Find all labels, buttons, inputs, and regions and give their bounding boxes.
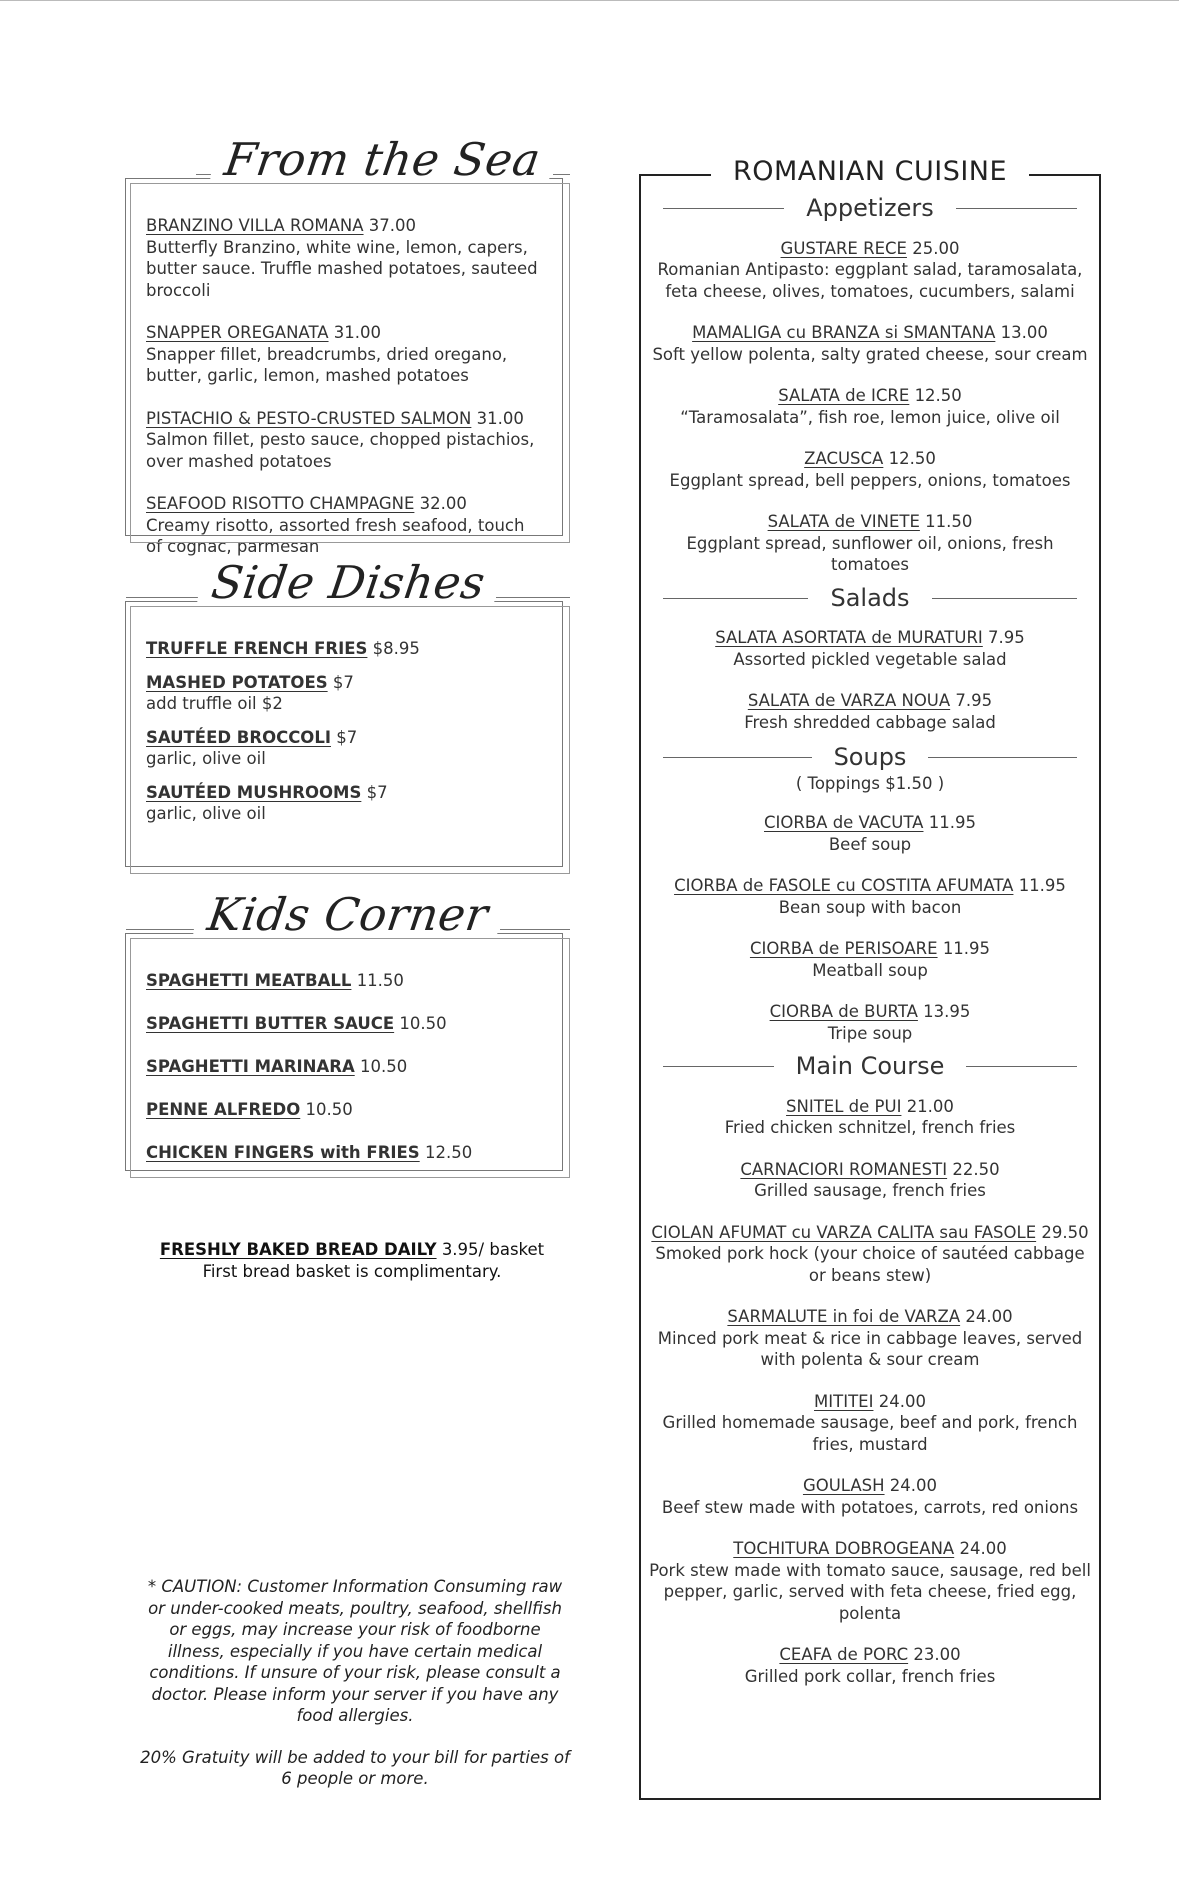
item-description: Salmon fillet, pesto sauce, chopped pistachios, over mashed potatoes xyxy=(146,430,535,471)
item-name: MASHED POTATOES xyxy=(146,672,328,692)
item-price: 12.50 xyxy=(424,1143,473,1162)
item-title-line xyxy=(649,1001,1091,1023)
soups-section-subtitle: ( Toppings $1.50 ) xyxy=(795,773,945,793)
section-rule xyxy=(663,598,808,599)
item-title-line xyxy=(649,238,1091,260)
item-name: TRUFFLE FRENCH FRIES xyxy=(146,639,368,658)
item-price: $7 xyxy=(336,727,358,747)
item-price: 12.50 xyxy=(888,449,936,468)
item-description: Soft yellow polenta, salty grated cheese, sour cream xyxy=(652,344,1088,364)
bread-name: FRESHLY BAKED BREAD DAILY xyxy=(159,1240,437,1259)
item-price: 11.95 xyxy=(942,939,991,958)
item-title-line xyxy=(649,1159,1091,1181)
menu-item xyxy=(649,511,1091,576)
menu-item xyxy=(649,448,1091,491)
item-name: SNAPPER OREGANATA xyxy=(146,323,329,342)
item-description: Minced pork meat & rice in cabbage leaves, served with polenta & sour cream xyxy=(657,1328,1083,1369)
item-name: SAUTÉED MUSHROOMS xyxy=(146,782,362,802)
kids-corner-box xyxy=(125,887,563,1171)
item-price: $7 xyxy=(366,782,388,802)
header-rule xyxy=(126,929,196,930)
from-the-sea-header xyxy=(126,132,570,186)
item-description: “Taramosalata”, fish roe, lemon juice, olive oil xyxy=(680,407,1060,427)
item-price: 32.00 xyxy=(419,494,467,513)
item-description: Beef stew made with potatoes, carrots, red onions xyxy=(661,1497,1079,1517)
item-name: CIORBA de FASOLE cu COSTITA AFUMATA xyxy=(674,876,1014,895)
item-price: 31.00 xyxy=(333,323,382,342)
item-price: 7.95 xyxy=(955,691,993,710)
item-name: PISTACHIO & PESTO-CRUSTED SALMON xyxy=(146,408,472,428)
kids-corner-title: Kids Corner xyxy=(192,888,503,941)
menu-item xyxy=(649,322,1091,365)
item-price: 11.95 xyxy=(1018,876,1066,895)
menu-item xyxy=(649,938,1091,981)
item-description: Fresh shredded cabbage salad xyxy=(744,712,996,732)
item-price: 13.00 xyxy=(1000,323,1048,342)
menu-item xyxy=(146,672,542,715)
menu-item xyxy=(649,1391,1091,1456)
menu-item xyxy=(146,408,542,473)
item-name: BRANZINO VILLA ROMANA xyxy=(146,216,364,235)
main-course-section-title: Main Course xyxy=(795,1052,945,1080)
item-title-line xyxy=(649,1096,1091,1118)
item-description: Eggplant spread, sunflower oil, onions, fresh tomatoes xyxy=(686,533,1054,574)
section-rule xyxy=(663,208,784,209)
item-title-line xyxy=(649,627,1091,649)
menu-item xyxy=(649,627,1091,670)
item-name: SALATA de VINETE xyxy=(767,512,920,531)
menu-item xyxy=(649,875,1091,918)
item-description: garlic, olive oil xyxy=(146,749,266,768)
item-description: Fried chicken schnitzel, french fries xyxy=(724,1118,1016,1137)
side-dishes-box xyxy=(125,555,563,867)
item-price: 11.50 xyxy=(925,512,973,531)
romanian-cuisine-box xyxy=(639,156,1101,1800)
romanian-cuisine-title: ROMANIAN CUISINE xyxy=(711,156,1029,187)
item-name: SARMALUTE in foi de VARZA xyxy=(727,1307,961,1326)
item-price: 24.00 xyxy=(959,1539,1007,1558)
item-name: MAMALIGA cu BRANZA si SMANTANA xyxy=(692,323,996,342)
header-rule xyxy=(500,929,570,930)
item-name: PENNE ALFREDO xyxy=(146,1100,301,1119)
item-description: garlic, olive oil xyxy=(146,804,266,823)
menu-item xyxy=(649,1538,1091,1624)
item-price: 37.00 xyxy=(368,216,417,235)
item-name: CEAFA de PORC xyxy=(779,1645,909,1664)
salads-section-header xyxy=(663,583,1077,612)
bread-note xyxy=(125,1239,579,1283)
bread-complimentary: First bread basket is complimentary. xyxy=(202,1262,502,1281)
caution-notice xyxy=(140,1576,570,1810)
item-description: Grilled sausage, french fries xyxy=(754,1181,986,1200)
menu-item xyxy=(649,385,1091,428)
item-description: Creamy risotto, assorted fresh seafood, touch of cognac, parmesan xyxy=(146,515,525,556)
section-rule xyxy=(932,598,1077,599)
menu-item xyxy=(146,1099,542,1121)
header-rule xyxy=(496,597,570,598)
item-title-line xyxy=(649,1391,1091,1413)
menu-item xyxy=(649,690,1091,733)
menu-item xyxy=(649,1475,1091,1518)
section-rule xyxy=(663,1066,774,1067)
item-description: Butterfly Branzino, white wine, lemon, capers, butter sauce. Truffle mashed potatoes, sauteed broccoli xyxy=(146,237,538,300)
item-price: 24.00 xyxy=(965,1307,1013,1326)
item-price: 24.00 xyxy=(878,1391,926,1411)
item-name: MITITEI xyxy=(814,1391,874,1411)
menu-item xyxy=(146,215,542,301)
menu-item xyxy=(649,1222,1091,1287)
menu-item xyxy=(146,970,542,992)
item-price: 10.50 xyxy=(399,1014,447,1033)
item-price: 31.00 xyxy=(476,408,524,428)
menu-item xyxy=(146,1013,542,1035)
item-title-line xyxy=(649,1306,1091,1328)
item-description: Pork stew made with tomato sauce, sausage, red bell pepper, garlic, served with feta cheese, fried egg, polenta xyxy=(649,1560,1091,1623)
menu-item xyxy=(146,638,542,660)
item-price: 29.50 xyxy=(1041,1222,1089,1242)
item-price: $8.95 xyxy=(372,639,420,658)
item-name: CIOLAN AFUMAT cu VARZA CALITA sau FASOLE xyxy=(651,1222,1037,1242)
menu-item xyxy=(649,1159,1091,1202)
from-the-sea-list xyxy=(126,179,562,589)
item-title-line xyxy=(649,938,1091,960)
kids-corner-header xyxy=(126,887,570,941)
item-description: Tripe soup xyxy=(827,1023,913,1043)
item-description: add truffle oil $2 xyxy=(146,694,283,713)
item-description: Meatball soup xyxy=(812,960,928,980)
salads-section-title: Salads xyxy=(830,583,910,612)
section-rule xyxy=(928,757,1077,758)
item-description: Grilled homemade sausage, beef and pork, french fries, mustard xyxy=(662,1413,1078,1454)
item-price: 10.50 xyxy=(305,1100,353,1119)
item-name: SALATA de ICRE xyxy=(778,386,910,405)
section-rule xyxy=(956,208,1077,209)
side-dishes-title: Side Dishes xyxy=(196,556,500,609)
item-description: Beef soup xyxy=(828,834,912,854)
item-title-line xyxy=(649,448,1091,470)
item-title-line xyxy=(649,511,1091,533)
top-divider xyxy=(0,0,1179,1)
item-price: 11.95 xyxy=(928,813,976,832)
item-price: 25.00 xyxy=(912,238,960,258)
item-name: SPAGHETTI MEATBALL xyxy=(146,971,352,990)
romanian-cuisine-content xyxy=(641,194,1099,1707)
main-course-section-header xyxy=(663,1052,1077,1080)
item-title-line xyxy=(649,690,1091,712)
item-title-line xyxy=(649,1475,1091,1497)
item-name: CIORBA de VACUTA xyxy=(764,813,924,832)
section-rule xyxy=(663,757,812,758)
gratuity-text: 20% Gratuity will be added to your bill for parties of 6 people or more. xyxy=(140,1747,570,1788)
item-price: 10.50 xyxy=(359,1057,408,1076)
item-name: SNITEL de PUI xyxy=(786,1096,902,1116)
menu-item xyxy=(146,493,542,558)
item-title-line xyxy=(649,1222,1091,1244)
soups-section-title: Soups xyxy=(833,743,907,771)
item-description: Eggplant spread, bell peppers, onions, tomatoes xyxy=(669,470,1071,490)
item-name: SEAFOOD RISOTTO CHAMPAGNE xyxy=(146,494,415,513)
item-description: Bean soup with bacon xyxy=(778,897,962,917)
item-name: GOULASH xyxy=(802,1476,885,1495)
item-title-line xyxy=(649,812,1091,834)
section-rule xyxy=(966,1066,1077,1067)
item-name: GUSTARE RECE xyxy=(780,238,907,258)
item-title-line xyxy=(649,322,1091,344)
romanian-cuisine-header xyxy=(641,156,1099,187)
item-price: 12.50 xyxy=(914,386,962,405)
side-dishes-header xyxy=(126,555,570,609)
item-title-line xyxy=(649,1538,1091,1560)
item-title-line xyxy=(649,875,1091,897)
item-name: TOCHITURA DOBROGEANA xyxy=(733,1539,955,1558)
item-price: 11.50 xyxy=(356,971,404,990)
item-description: Smoked pork hock (your choice of sautéed cabbage or beans stew) xyxy=(655,1244,1085,1285)
menu-item xyxy=(146,322,542,387)
item-price: 23.00 xyxy=(913,1645,961,1664)
appetizers-section-title: Appetizers xyxy=(806,194,934,222)
item-description: Assorted pickled vegetable salad xyxy=(733,649,1007,669)
item-description: Snapper fillet, breadcrumbs, dried oregano, butter, garlic, lemon, mashed potatoes xyxy=(146,344,508,385)
menu-item xyxy=(146,727,542,770)
item-name: SPAGHETTI BUTTER SAUCE xyxy=(146,1014,395,1033)
item-name: SPAGHETTI MARINARA xyxy=(146,1057,355,1076)
item-price: $7 xyxy=(332,672,354,692)
item-description: Romanian Antipasto: eggplant salad, taramosalata, feta cheese, olives, tomatoes, cucumbers, salami xyxy=(657,260,1083,301)
item-description: Grilled pork collar, french fries xyxy=(744,1666,996,1686)
header-rule xyxy=(126,597,200,598)
item-price: 21.00 xyxy=(906,1096,954,1116)
item-name: CHICKEN FINGERS with FRIES xyxy=(146,1143,420,1162)
bread-price: 3.95/ basket xyxy=(441,1240,545,1259)
item-price: 22.50 xyxy=(952,1159,1000,1179)
item-name: CIORBA de BURTA xyxy=(769,1002,918,1021)
kids-corner-list xyxy=(126,934,562,1195)
item-price: 13.95 xyxy=(923,1002,971,1021)
side-dishes-list xyxy=(126,602,562,847)
menu-item xyxy=(649,238,1091,303)
item-title-line xyxy=(649,385,1091,407)
menu-item xyxy=(146,782,542,825)
menu-item xyxy=(649,1001,1091,1044)
appetizers-section-header xyxy=(663,194,1077,222)
menu-item xyxy=(649,1306,1091,1371)
menu-item xyxy=(146,1142,542,1164)
item-name: CARNACIORI ROMANESTI xyxy=(740,1159,948,1179)
menu-item xyxy=(649,812,1091,855)
item-name: CIORBA de PERISOARE xyxy=(749,939,938,958)
item-name: ZACUSCA xyxy=(804,449,884,468)
item-name: SALATA de VARZA NOUA xyxy=(747,691,951,710)
menu-item xyxy=(649,1644,1091,1687)
from-the-sea-title: From the Sea xyxy=(210,133,557,186)
item-price: 24.00 xyxy=(889,1476,938,1495)
item-name: SALATA ASORTATA de MURATURI xyxy=(715,628,983,647)
item-price: 7.95 xyxy=(988,628,1025,647)
soups-section-header xyxy=(663,743,1077,771)
item-title-line xyxy=(649,1644,1091,1666)
from-the-sea-box xyxy=(125,132,563,556)
item-name: SAUTÉED BROCCOLI xyxy=(146,727,331,747)
menu-item xyxy=(649,1096,1091,1139)
header-rule xyxy=(553,174,570,175)
menu-item xyxy=(146,1056,542,1078)
caution-text: * CAUTION: Customer Information Consuming raw or under-cooked meats, poultry, seafood, shellfish or eggs, may increase your risk of foodborne illness, especially if you have certain medical conditions. If unsure of your risk, please consult a doctor. Please inform your server if you have any food allergies. xyxy=(147,1577,563,1725)
